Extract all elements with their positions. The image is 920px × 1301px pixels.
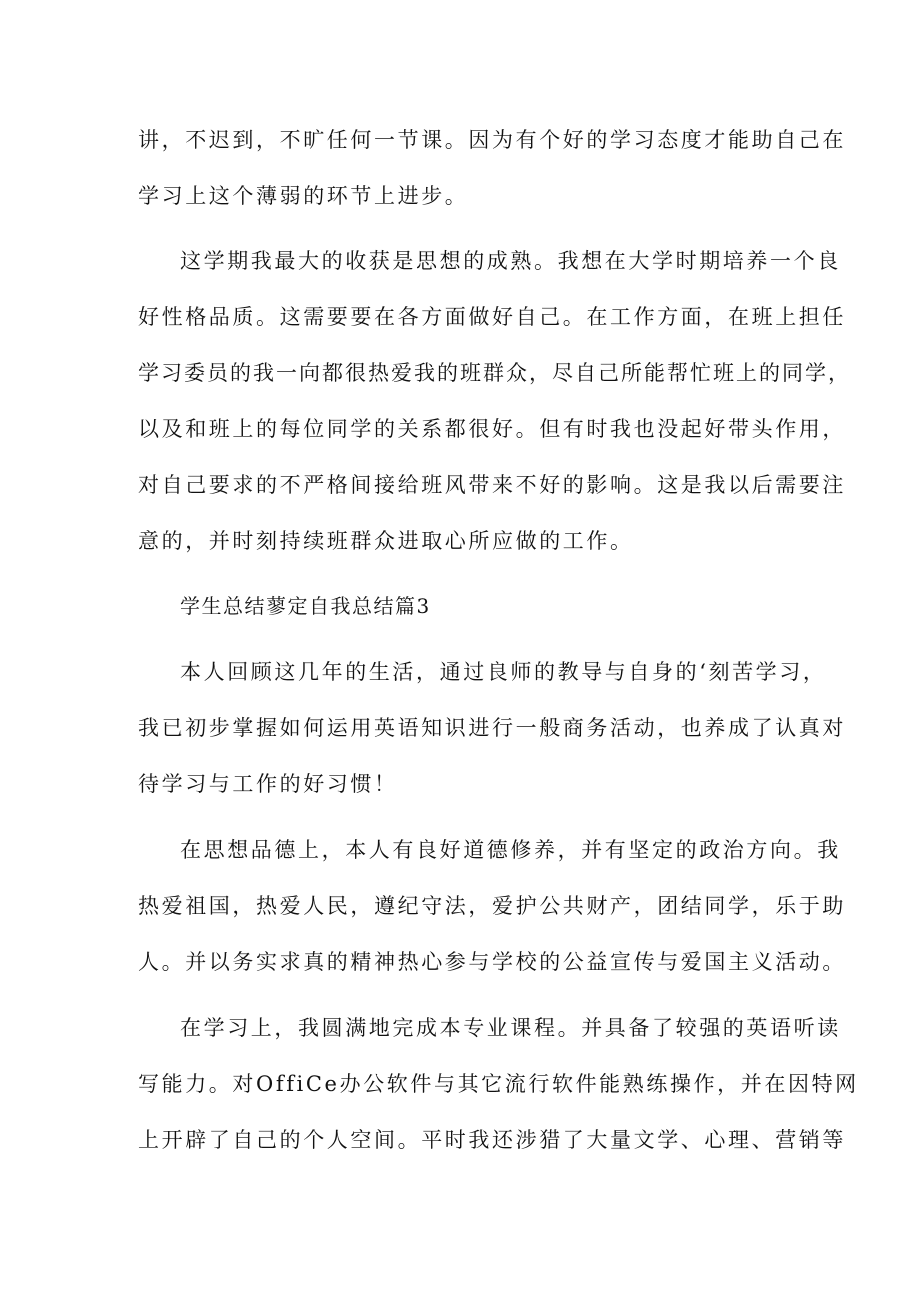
paragraph-first-line: 在思想品德上，本人有良好道德修养，并有坚定的政治方向。我 (180, 838, 841, 862)
section-heading: 学生总结蓼定自我总结篇3 (180, 594, 431, 618)
text-line: 热爱祖国，热爱人民，遵纪守法，爱护公共财产，团结同学，乐于助 (138, 894, 846, 918)
text-line: 上开辟了自己的个人空间。平时我还涉猎了大量文学、心理、营销等 (138, 1128, 846, 1152)
text-line: 写能力。对OffiCe办公软件与其它流行软件能熟练操作，并在因特网 (138, 1072, 859, 1096)
text-line: 以及和班上的每位同学的关系都很好。但有时我也没起好带头作用， (138, 417, 846, 441)
text-line: 对自己要求的不严格间接给班风带来不好的影响。这是我以后需要注 (138, 473, 846, 497)
paragraph-first-line: 这学期我最大的收获是思想的成熟。我想在大学时期培养一个良 (180, 249, 841, 273)
text-line: 意的，并时刻持续班群众进取心所应做的工作。 (138, 529, 634, 553)
paragraph-first-line: 本人回顾这几年的生活，通过良师的教导与自身的‘刻苦学习， (180, 660, 827, 684)
text-line: 我已初步掌握如何运用英语知识进行一般商务活动，也养成了认真对 (138, 716, 846, 740)
text-line: 学习上这个薄弱的环节上进步。 (138, 184, 469, 208)
text-line: 讲，不迟到，不旷任何一节课。因为有个好的学习态度才能助自己在 (138, 128, 846, 152)
text-line: 好性格品质。这需要要在各方面做好自己。在工作方面，在班上担任 (138, 305, 846, 329)
paragraph-first-line: 在学习上，我圆满地完成本专业课程。并具备了较强的英语听读 (180, 1016, 841, 1040)
text-line: 人。并以务实求真的精神热心参与学校的公益宣传与爱国主义活动。 (138, 950, 846, 974)
text-line: 待学习与工作的好习惯！ (138, 772, 398, 796)
text-line: 学习委员的我一向都很热爱我的班群众，尽自己所能帮忙班上的同学， (138, 361, 851, 385)
